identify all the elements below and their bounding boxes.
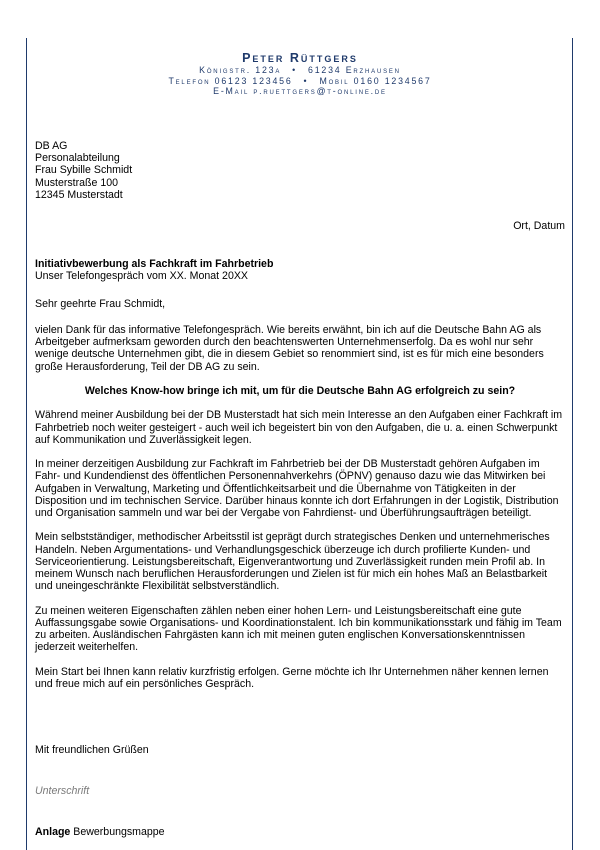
closing: Mit freundlichen Grüßen — [35, 744, 149, 756]
attachment-line — [35, 826, 565, 838]
sender-name: Peter Rüttgers — [242, 51, 358, 65]
recipient-contact: Frau Sybille Schmidt — [35, 164, 133, 177]
sender-street: Königstr. 123a — [199, 65, 282, 75]
sender-mobile: Mobil 0160 1234567 — [319, 75, 432, 86]
sender-email: E-Mail p.ruettgers@t-online.de — [213, 86, 387, 96]
sender-address — [30, 65, 570, 76]
body-paragraph: In meiner derzeitigen Ausbildung zur Fachkraft im Fahrbetrieb bei der DB Musterstadt gehören Aufgaben im Fahr- und Kundendienst des öffentlichen Personennahverkehrs (ÖPNV) genauso dazu wie das Mitwirken bei Aufgaben in Verwaltung, Marketing und Öffentlichkeitsarbeit und die Übernahme von Tätigkeiten in der Disposition und im technischen Service. Darüber hinaus konnte ich dort Erfahrungen in der Logistik, Distribution und Organisation sammeln und war bei der Vergabe von Fahrdienst- und Überführungsaufträgen beteiligt. — [35, 458, 559, 519]
recipient-address — [35, 140, 565, 201]
body-paragraph: vielen Dank für das informative Telefongespräch. Wie bereits erwähnt, bin ich auf die Deutsche Bahn AG als Arbeitgeber aufmerksam geworden durch den beachtenswerten Unternehmenserfolg. Da es wohl nur sehr wenige deutsche Unternehmen gibt, die in diesem Gebiet so renommiert sind, ist es für mich eine besonders große Herausforderung, Teil der DB AG zu sein. — [35, 324, 544, 373]
body-heading-question: Welches Know-how bringe ich mit, um für die Deutsche Bahn AG erfolgreich zu sein? — [84, 385, 516, 397]
signature-placeholder: Unterschrift — [35, 785, 90, 797]
salutation: Sehr geehrte Frau Schmidt, — [35, 298, 166, 310]
subject-reference: Unser Telefongespräch vom XX. Monat 20XX — [35, 270, 248, 283]
left-border-line — [26, 38, 27, 850]
separator-dot: • — [303, 75, 309, 86]
body-paragraph: Zu meinen weiteren Eigenschaften zählen neben einer hohen Lern- und Leistungsbereitschaft eine gute Auffassungsgabe sowie Organisations- und Koordinationstalent. Ich bin kommunikationsstark und fähig im Team zu arbeiten. Ausländischen Fahrgästen kann ich mit meinen guten englischen Konversationskenntnissen jederzeit weiterhelfen. — [35, 604, 562, 654]
sender-phone: Telefon 06123 123456 — [168, 75, 293, 86]
subject-block — [35, 258, 565, 282]
body-paragraph: Mein selbstständiger, methodischer Arbeitsstil ist geprägt durch strategisches Denken und unternehmerisches Handeln. Neben Argumentations- und Verhandlungsgeschick überzeuge ich durch profilierte Kunden- und Serviceorientierung. Leistungsbereitschaft, Eigenverantwortung und Zuverlässigkeit runden mein Profil ab. In meinem Wunsch nach beruflichen Herausforderungen und Zielen ist für mich ein hohes Maß an Belastbarkeit und uneingeschränkte Flexibilität selbstverständlich. — [35, 531, 550, 593]
place-date: Ort, Datum — [513, 220, 565, 232]
sender-phones — [30, 76, 570, 87]
recipient-company: DB AG — [35, 140, 68, 152]
recipient-department: Personalabteilung — [35, 152, 120, 165]
body-paragraph: Während meiner Ausbildung bei der DB Musterstadt hat sich mein Interesse an den Aufgaben einer Fachkraft im Fahrbetrieb noch weiter gesteigert - auch weil ich begeistert bin von den Aufgaben, die u. a. einen Schwerpunkt auf Kommunikation und Zuverlässigkeit legen. — [35, 409, 563, 446]
letterhead — [30, 51, 570, 97]
right-border-line — [572, 38, 573, 850]
recipient-street: Musterstraße 100 — [35, 176, 119, 189]
separator-dot: • — [292, 65, 298, 75]
subject-title: Initiativbewerbung als Fachkraft im Fahrbetrieb — [35, 258, 274, 270]
attachment-text: Bewerbungsmappe — [73, 826, 165, 838]
letter-body — [35, 324, 565, 702]
recipient-city: 12345 Musterstadt — [35, 188, 123, 201]
attachment-label: Anlage — [35, 826, 71, 838]
sender-city: 61234 Erzhausen — [308, 65, 401, 75]
body-paragraph: Mein Start bei Ihnen kann relativ kurzfristig erfolgen. Gerne möchte ich Ihr Unternehmen näher kennen lernen und freue mich auf ein persönliches Gespräch. — [35, 665, 549, 690]
